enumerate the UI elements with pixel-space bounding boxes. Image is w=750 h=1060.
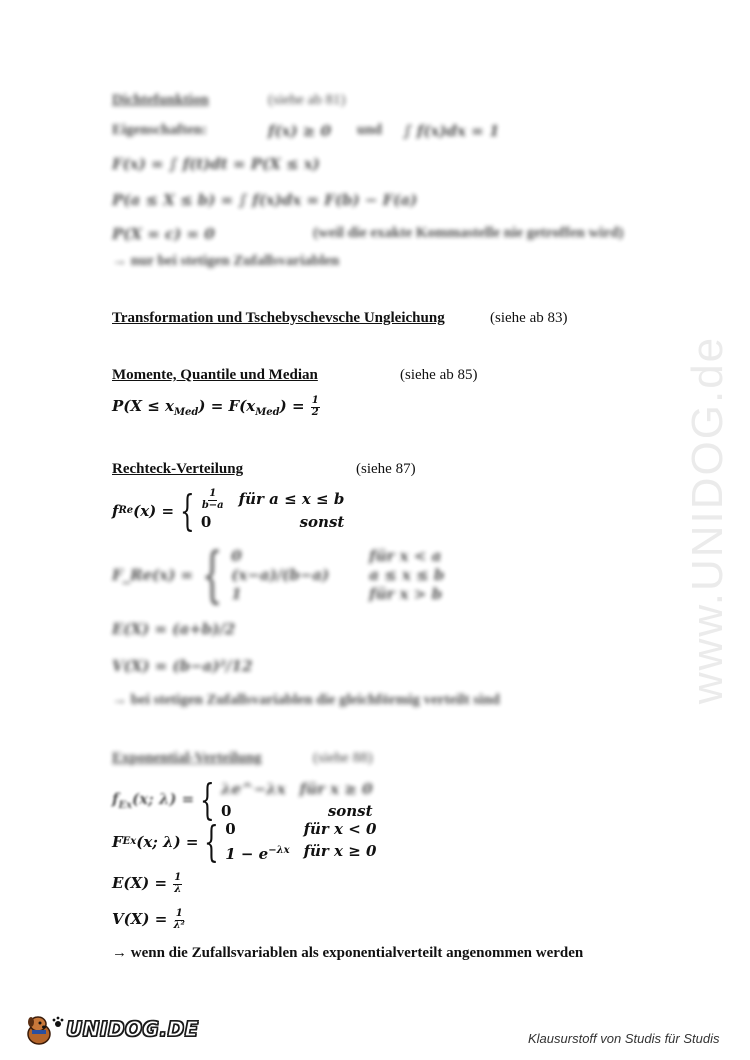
exp-variance: V(X) = $\frac{1}{\text{λ²}}$ <box>112 908 185 931</box>
transformation-ref: (siehe ab 83) <box>490 310 568 326</box>
median-formula: $P(X \le x_{Med}) = F(x_{Med})$ = $\frac{1}{2}$ <box>112 395 319 418</box>
momente-heading: Momente, Quantile und Median <box>112 367 318 383</box>
eigenschaften-f1: f(x) ≥ 0 <box>268 122 332 140</box>
watermark: www.UNIDOG.de <box>683 335 732 705</box>
eigenschaften-label: Eigenschaften: <box>112 122 207 138</box>
logo-text: UNIDOG.DE <box>66 1017 199 1041</box>
stetig-note: → nur bei stetigen Zufallsvariablen <box>112 253 340 269</box>
F-re-blurred: F_Re(x) = { 0 für x < a (x−a)/(b−a) a ≤ x ≤ b 1 für x > b <box>112 540 445 610</box>
paw-icon <box>52 1016 64 1028</box>
V-re-blurred: V(X) = (b−a)²/12 <box>112 657 253 675</box>
P-point: P(X = c) = 0 <box>112 225 215 243</box>
dog-icon <box>22 1012 56 1046</box>
momente-ref: (siehe ab 85) <box>400 367 478 383</box>
E-re-blurred: E(X) = (a+b)/2 <box>112 620 236 638</box>
exp-heading: Exponential-Verteilung <box>112 750 262 766</box>
unidog-logo[interactable] <box>22 1012 199 1046</box>
P-point-note: (weil die exakte Kommastelle nie getroffen wird) <box>313 225 624 241</box>
footer-tagline: Klausurstoff von Studis für Studis <box>528 1031 720 1046</box>
rechteck-density: f Re (x) = { $\frac{1}{b-a}$ für a ≤ x ≤ b 0 sonst <box>112 485 345 535</box>
exp-note: → wenn die Zufallsvariablen als exponentialverteilt angenommen werden <box>112 945 584 961</box>
exp-cdf: F Ex (x; λ) = { 0 für x < 0 $1 - e^{-\lambda x}$ für x ≥ 0 <box>112 816 377 866</box>
F-definition: F(x) = ∫ f(t)dt = P(X ≤ x) <box>112 155 320 173</box>
dichte-ref: (siehe ab 81) <box>268 92 346 108</box>
rechteck-ref: (siehe 87) <box>356 461 416 477</box>
P-interval: P(a ≤ X ≤ b) = ∫ f(x)dx = F(b) − F(a) <box>112 191 418 209</box>
rechteck-heading: Rechteck-Verteilung <box>112 461 244 477</box>
exp-ref: (siehe 88) <box>313 750 373 766</box>
exp-density: $f_{Ex}(x$; λ) = { λe^−λx für x ≥ 0 0 sonst <box>112 775 373 824</box>
exp-expectation: E(X) = $\frac{1}{\lambda}$ <box>112 872 182 895</box>
eigenschaften-und: und <box>357 122 383 138</box>
gleich-note: → bei stetigen Zufallsvariablen die gleichförmig verteilt sind <box>112 692 500 708</box>
dichte-title: Dichtefunktion <box>112 92 209 108</box>
eigenschaften-f2: ∫ f(x)dx = 1 <box>403 122 500 140</box>
transformation-heading: Transformation und Tschebyschevsche Ungleichung <box>112 310 445 326</box>
